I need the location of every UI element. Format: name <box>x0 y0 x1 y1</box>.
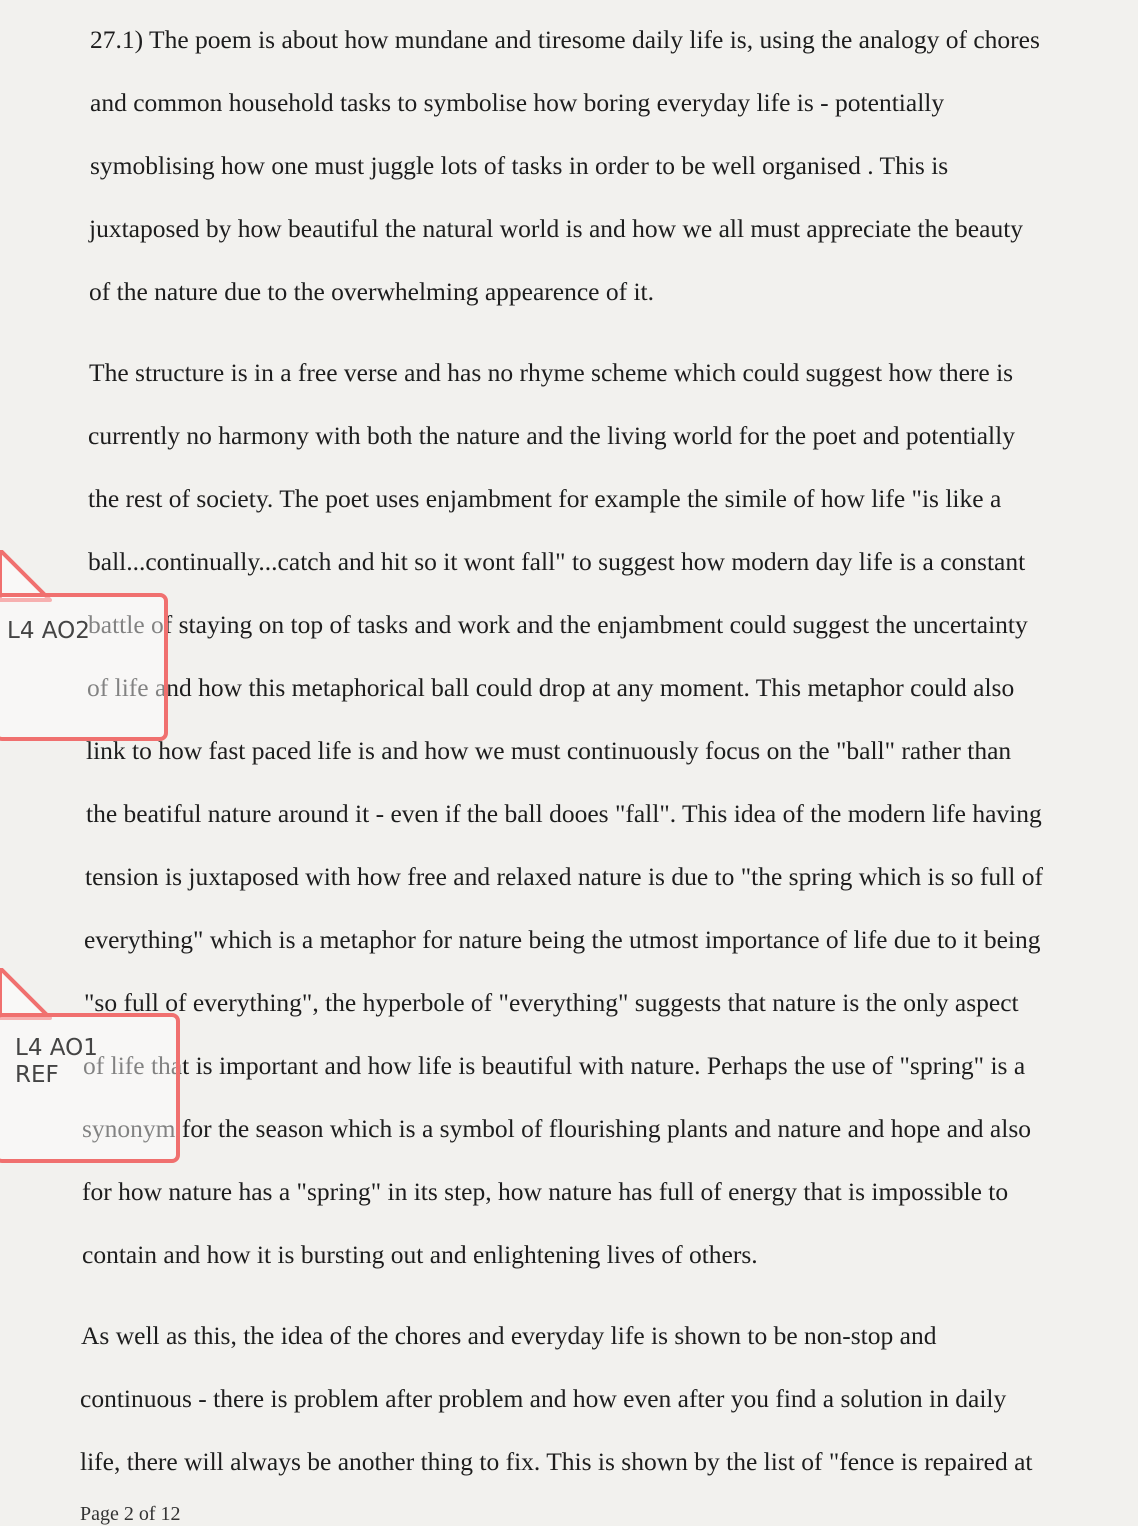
text-line: "so full of everything", the hyperbole of "everything" suggests that nature is the only aspect <box>84 988 1019 1017</box>
text-line: tension is juxtaposed with how free and relaxed nature is due to "the spring which is so full of <box>85 862 1043 891</box>
text-line: juxtaposed by how beautiful the natural world is and how we all must appreciate the beauty <box>89 214 1024 243</box>
text-line: life, there will always be another thing to fix. This is shown by the list of "fence is repaired at <box>80 1447 1033 1476</box>
text-line: symoblising how one must juggle lots of tasks in order to be well organised . This is <box>90 151 949 180</box>
annotation-label: L4 AO1 REF <box>15 1035 98 1088</box>
annotation-label: L4 AO2 <box>7 618 90 644</box>
text-line: As well as this, the idea of the chores and everyday life is shown to be non-stop and <box>81 1321 937 1350</box>
text-line: the beatiful nature around it - even if the ball dooes "fall". This idea of the modern life having <box>86 799 1042 828</box>
text-line: contain and how it is bursting out and enlightening lives of others. <box>82 1240 758 1269</box>
text-line: of the nature due to the overwhelming appearence of it. <box>89 277 655 306</box>
annotation-box[interactable] <box>0 593 168 741</box>
text-line: of life that is important and how life is beautiful with nature. Perhaps the use of "spring" is a <box>83 1051 1026 1080</box>
text-line: ball...continually...catch and hit so it wont fall" to suggest how modern day life is a constant <box>88 547 1026 576</box>
text-line: currently no harmony with both the nature and the living world for the poet and potentially <box>88 421 1015 450</box>
text-line: link to how fast paced life is and how we must continuously focus on the "ball" rather than <box>86 736 1012 765</box>
page-footer: Page 2 of 12 <box>80 1503 181 1525</box>
text-line: of life and how this metaphorical ball could drop at any moment. This metaphor could also <box>87 673 1015 702</box>
text-line: The structure is in a free verse and has no rhyme scheme which could suggest how there is <box>89 358 1014 387</box>
text-line: everything" which is a metaphor for nature being the utmost importance of life due to it being <box>84 925 1041 954</box>
text-line: for how nature has a "spring" in its step, how nature has full of energy that is impossible to <box>82 1177 1009 1206</box>
text-line: continuous - there is problem after problem and how even after you find a solution in daily <box>80 1384 1007 1413</box>
text-line: synonym for the season which is a symbol of flourishing plants and nature and hope and also <box>82 1114 1031 1143</box>
text-line: 27.1) The poem is about how mundane and tiresome daily life is, using the analogy of chores <box>90 25 1040 54</box>
text-line: battle of staying on top of tasks and work and the enjambment could suggest the uncertainty <box>88 610 1028 639</box>
text-line: and common household tasks to symbolise how boring everyday life is - potentially <box>90 88 945 117</box>
text-line: the rest of society. The poet uses enjambment for example the simile of how life "is like a <box>88 484 1002 513</box>
